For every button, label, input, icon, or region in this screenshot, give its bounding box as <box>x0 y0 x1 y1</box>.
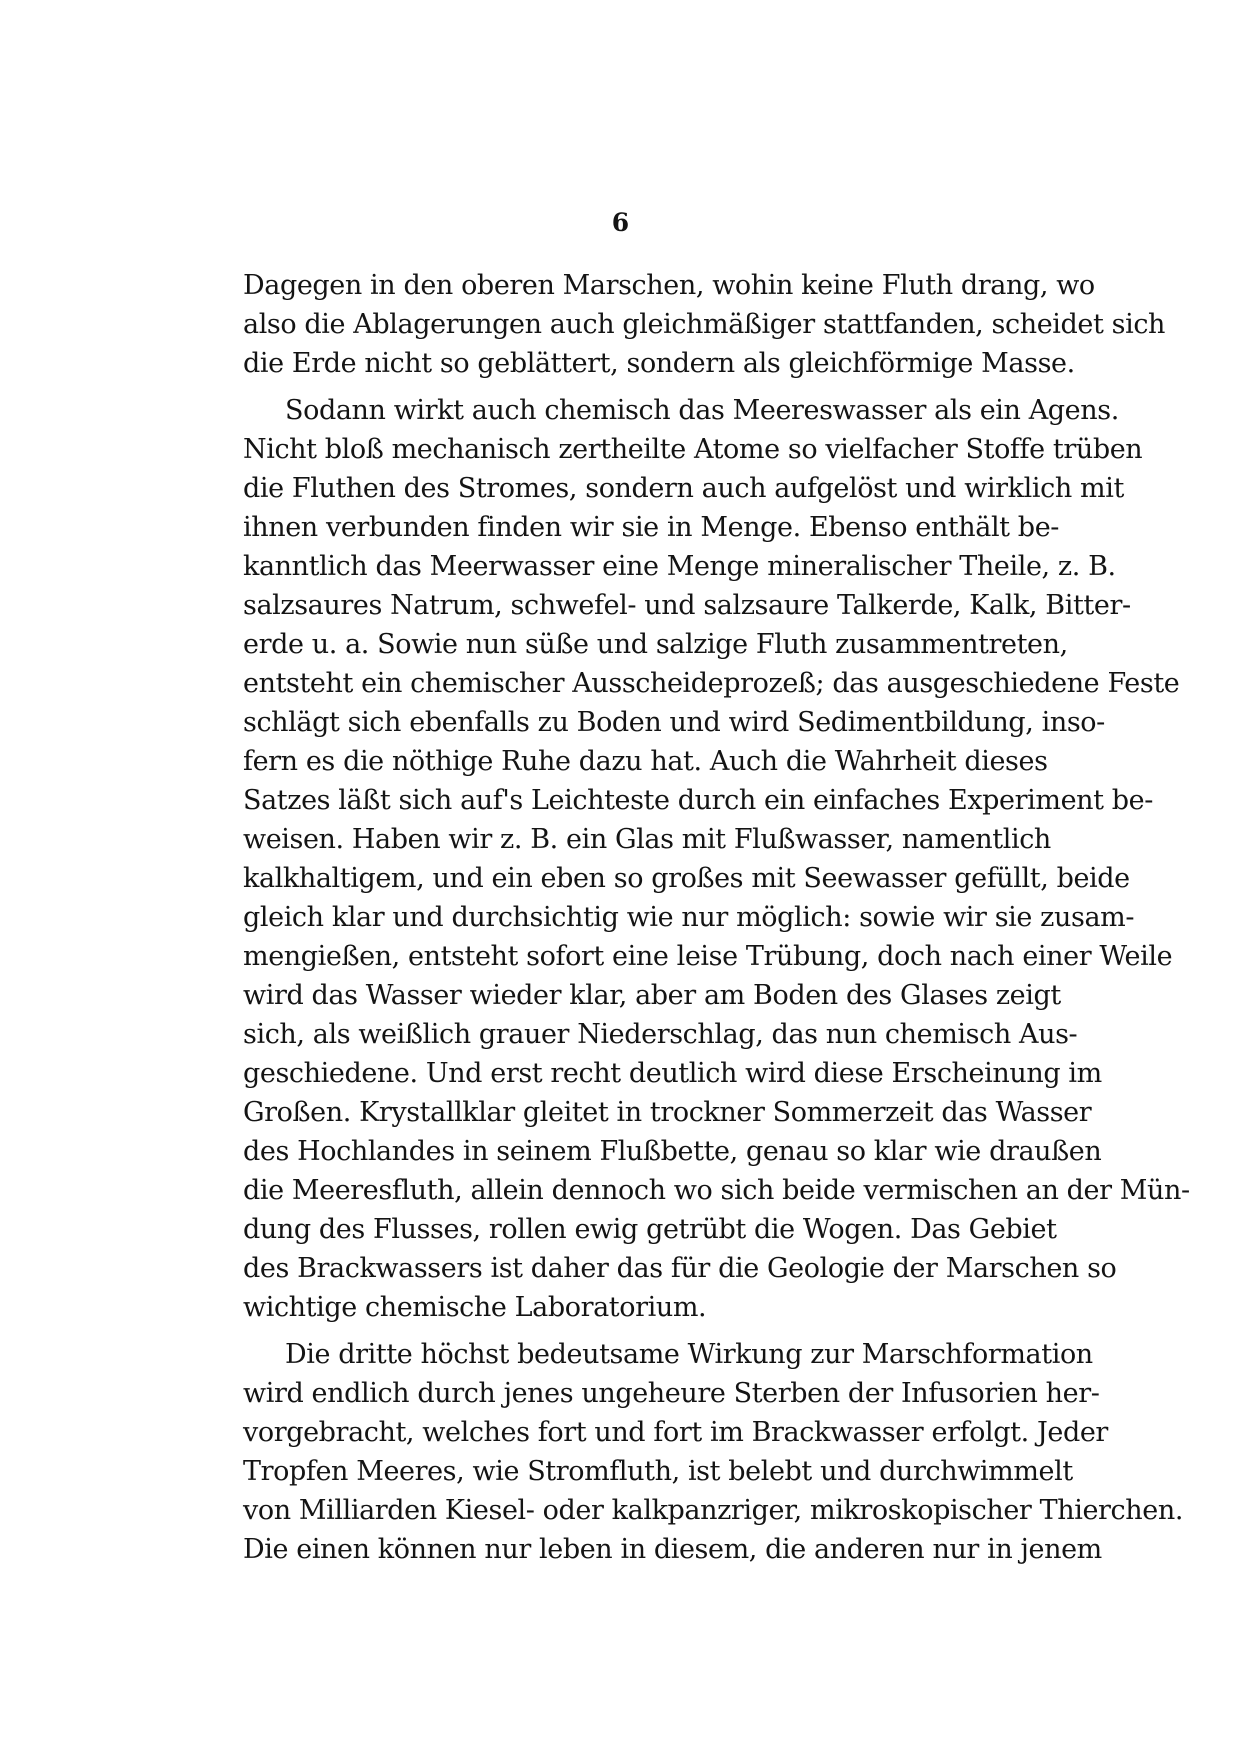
text-line: kalkhaltigem, und ein eben so großes mit Seewasser gefüllt, beide <box>243 863 1130 894</box>
text-line: des Brackwassers ist daher das für die Geologie der Marschen so <box>243 1253 1117 1284</box>
text-line: Tropfen Meeres, wie Stromfluth, ist belebt und durchwimmelt <box>243 1456 1073 1487</box>
text-line: also die Ablagerungen auch gleichmäßiger stattfanden, scheidet sich <box>243 309 1166 340</box>
text-line: schlägt sich ebenfalls zu Boden und wird Sedimentbildung, inso- <box>243 707 1105 738</box>
text-line: sich, als weißlich grauer Niederschlag, das nun chemisch Aus- <box>243 1019 1078 1050</box>
text-line: die Erde nicht so geblättert, sondern als gleichförmige Masse. <box>243 348 1075 379</box>
paragraph-gap <box>243 1327 1005 1335</box>
text-line: Nicht bloß mechanisch zertheilte Atome so vielfacher Stoffe trüben <box>243 434 1143 465</box>
text-line: entsteht ein chemischer Ausscheideprozeß; das ausgeschiedene Feste <box>243 668 1180 699</box>
paragraph-gap <box>243 383 1005 391</box>
text-line: wird das Wasser wieder klar, aber am Boden des Glases zeigt <box>243 980 1061 1011</box>
text-line: vorgebracht, welches fort und fort im Brackwasser erfolgt. Jeder <box>243 1417 1108 1448</box>
text-line: erde u. a. Sowie nun süße und salzige Fluth zusammentreten, <box>243 629 1068 660</box>
text-line: Die dritte höchst bedeutsame Wirkung zur Marschformation <box>285 1339 1093 1370</box>
text-line: die Meeresfluth, allein dennoch wo sich beide vermischen an der Mün- <box>243 1175 1190 1206</box>
text-line: geschiedene. Und erst recht deutlich wird diese Erscheinung im <box>243 1058 1102 1089</box>
paragraph-1 <box>243 266 1166 383</box>
text-line: Sodann wirkt auch chemisch das Meereswasser als ein Agens. <box>285 395 1119 426</box>
text-line: mengießen, entsteht sofort eine leise Trübung, doch nach einer Weile <box>243 941 1173 972</box>
body-text <box>243 266 1190 1569</box>
paragraph-3 <box>243 1335 1183 1569</box>
text-line: Dagegen in den oberen Marschen, wohin keine Fluth drang, wo <box>243 270 1095 301</box>
text-line: wichtige chemische Laboratorium. <box>243 1292 707 1323</box>
text-line: gleich klar und durchsichtig wie nur möglich: sowie wir sie zusam- <box>243 902 1135 933</box>
text-line: Satzes läßt sich auf's Leichteste durch ein einfaches Experiment be- <box>243 785 1153 816</box>
text-line: weisen. Haben wir z. B. ein Glas mit Flußwasser, namentlich <box>243 824 1051 855</box>
text-line: wird endlich durch jenes ungeheure Sterben der Infusorien her- <box>243 1378 1100 1409</box>
page-number: 6 <box>611 208 630 237</box>
text-line: die Fluthen des Stromes, sondern auch aufgelöst und wirklich mit <box>243 473 1124 504</box>
text-line: salzsaures Natrum, schwefel- und salzsaure Talkerde, Kalk, Bitter- <box>243 590 1131 621</box>
text-line: des Hochlandes in seinem Flußbette, genau so klar wie draußen <box>243 1136 1102 1167</box>
text-line: ihnen verbunden finden wir sie in Menge. Ebenso enthält be- <box>243 512 1059 543</box>
text-line: kanntlich das Meerwasser eine Menge mineralischer Theile, z. B. <box>243 551 1116 582</box>
text-line: Großen. Krystallklar gleitet in trockner Sommerzeit das Wasser <box>243 1097 1092 1128</box>
text-line: dung des Flusses, rollen ewig getrübt die Wogen. Das Gebiet <box>243 1214 1057 1245</box>
text-line: von Milliarden Kiesel- oder kalkpanzriger, mikroskopischer Thierchen. <box>243 1495 1183 1526</box>
text-line: fern es die nöthige Ruhe dazu hat. Auch die Wahrheit dieses <box>243 746 1048 777</box>
paragraph-2 <box>243 391 1190 1327</box>
text-line: Die einen können nur leben in diesem, die anderen nur in jenem <box>243 1534 1102 1565</box>
